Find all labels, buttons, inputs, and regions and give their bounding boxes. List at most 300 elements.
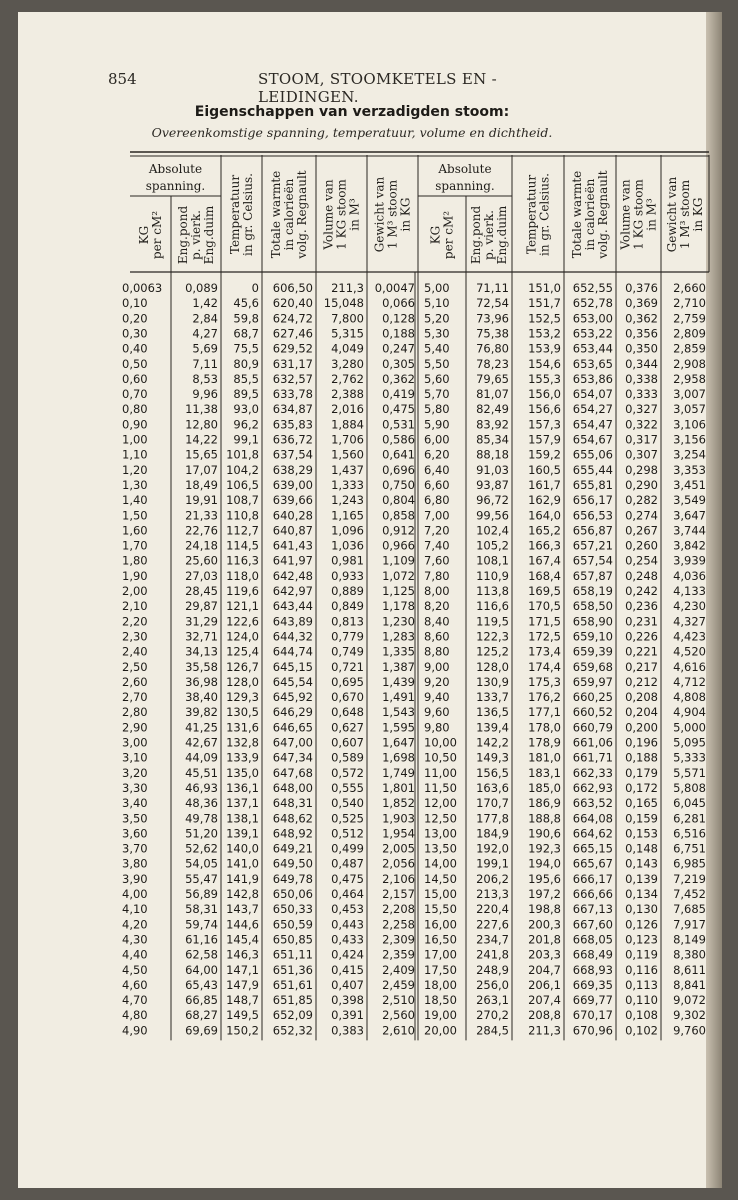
table-cell: 175,3 xyxy=(528,674,561,689)
table-cell: 140,0 xyxy=(226,841,259,856)
table-cell: 0,139 xyxy=(625,871,658,886)
table-subtitle: Overeenkomstige spanning, temperatuur, volume en dichtheid. xyxy=(151,125,553,140)
table-cell: 3,10 xyxy=(122,750,148,765)
table-cell: 35,58 xyxy=(185,659,218,674)
table-cell: 36,98 xyxy=(185,674,218,689)
table-cell: 650,33 xyxy=(272,902,313,917)
table-cell: 8,53 xyxy=(192,371,218,386)
table-cell: 664,62 xyxy=(572,826,613,841)
table-cell: 64,00 xyxy=(185,962,218,977)
table-cell: 649,21 xyxy=(272,841,313,856)
table-cell: 5,000 xyxy=(673,720,706,735)
table-cell: 192,3 xyxy=(528,841,561,856)
column-header: Eng.pond xyxy=(469,205,483,265)
table-cell: 8,40 xyxy=(424,614,450,629)
table-cell: 6,00 xyxy=(424,432,450,447)
table-cell: 6,045 xyxy=(673,796,706,811)
table-cell: 58,31 xyxy=(185,902,218,917)
table-cell: 654,47 xyxy=(572,417,613,432)
table-cell: 1,036 xyxy=(331,538,364,553)
table-cell: 629,52 xyxy=(272,341,313,356)
table-cell: 659,68 xyxy=(572,659,613,674)
table-cell: 0,443 xyxy=(331,917,364,932)
table-cell: 39,82 xyxy=(185,705,218,720)
table-cell: 157,3 xyxy=(528,417,561,432)
table-cell: 0,981 xyxy=(331,553,364,568)
table-cell: 113,8 xyxy=(476,584,509,598)
table-cell: 643,89 xyxy=(272,614,313,629)
table-cell: 0,407 xyxy=(331,977,364,992)
table-cell: 2,60 xyxy=(122,674,148,689)
column-header: 1 KG stoom xyxy=(334,179,349,250)
table-cell: 658,19 xyxy=(572,584,613,598)
table-cell: 4,80 xyxy=(122,1008,148,1023)
table-cell: 3,106 xyxy=(673,417,706,432)
table-cell: 0,322 xyxy=(625,417,658,432)
column-header: in gr. Celsius. xyxy=(537,173,552,256)
table-cell: 0,236 xyxy=(625,599,658,614)
table-cell: 206,2 xyxy=(476,871,509,886)
table-cell: 7,452 xyxy=(673,887,706,901)
table-cell: 652,78 xyxy=(572,296,613,311)
table-cell: 146,3 xyxy=(226,947,259,962)
table-cell: 1,109 xyxy=(382,553,415,568)
table-cell: 1,30 xyxy=(122,477,148,492)
table-cell: 5,90 xyxy=(424,417,450,432)
table-cell: 6,516 xyxy=(673,826,706,841)
table-cell: 0,589 xyxy=(331,750,364,765)
table-cell: 659,97 xyxy=(572,674,613,689)
table-cell: 145,4 xyxy=(226,932,259,947)
table-cell: 647,00 xyxy=(272,735,313,750)
table-cell: 4,049 xyxy=(331,341,364,356)
table-cell: 2,762 xyxy=(331,371,364,386)
table-cell: 1,698 xyxy=(382,750,415,765)
table-cell: 133,9 xyxy=(226,750,259,765)
table-cell: 9,302 xyxy=(673,1008,706,1023)
table-cell: 3,007 xyxy=(673,387,706,402)
table-cell: 284,5 xyxy=(476,1023,509,1038)
table-cell: 1,125 xyxy=(382,584,415,598)
table-cell: 142,2 xyxy=(476,735,509,750)
table-cell: 18,50 xyxy=(424,993,457,1008)
table-cell: 0,525 xyxy=(331,811,364,826)
table-cell: 646,29 xyxy=(272,705,313,720)
table-cell: 132,8 xyxy=(226,735,259,750)
table-cell: 141,9 xyxy=(226,871,259,886)
table-cell: 0,572 xyxy=(331,765,364,780)
table-cell: 4,60 xyxy=(122,977,148,992)
table-cell: 108,7 xyxy=(226,493,259,508)
table-cell: 11,00 xyxy=(424,765,457,780)
table-cell: 662,33 xyxy=(572,765,613,780)
table-cell: 0,113 xyxy=(625,977,658,992)
table-cell: 5,315 xyxy=(331,326,364,341)
table-cell: 79,65 xyxy=(476,371,509,386)
table-cell: 80,9 xyxy=(233,356,259,371)
table-cell: 112,7 xyxy=(226,523,259,538)
table-cell: 78,23 xyxy=(476,356,509,371)
table-cell: 0,200 xyxy=(625,720,658,735)
table-cell: 151,0 xyxy=(528,281,561,295)
table-cell: 66,85 xyxy=(185,993,218,1008)
table-cell: 2,908 xyxy=(673,356,706,371)
table-cell: 4,20 xyxy=(122,917,148,932)
table-cell: 159,2 xyxy=(528,447,561,462)
table-cell: 0,648 xyxy=(331,705,364,720)
table-cell: 108,1 xyxy=(476,553,509,568)
table-cell: 18,49 xyxy=(185,477,218,492)
table-cell: 197,2 xyxy=(528,887,561,901)
table-cell: 0,912 xyxy=(382,523,415,538)
table-cell: 104,2 xyxy=(226,462,259,477)
column-header: Totale warmte xyxy=(570,170,584,259)
table-cell: 664,08 xyxy=(572,811,613,826)
table-cell: 0,153 xyxy=(625,826,658,841)
table-cell: 0,499 xyxy=(331,841,364,856)
table-cell: 3,939 xyxy=(673,553,706,568)
table-cell: 2,710 xyxy=(673,296,706,311)
table-cell: 0,0063 xyxy=(122,281,163,295)
table-cell: 8,149 xyxy=(673,932,706,947)
table-cell: 168,4 xyxy=(528,568,561,583)
table-cell: 0,338 xyxy=(625,371,658,386)
table-cell: 51,20 xyxy=(185,826,218,841)
table-cell: 0 xyxy=(251,281,259,295)
table-cell: 122,6 xyxy=(226,614,259,629)
table-cell: 0,849 xyxy=(331,599,364,614)
table-cell: 639,00 xyxy=(272,477,313,492)
column-header: KG xyxy=(137,225,151,245)
table-cell: 170,5 xyxy=(528,599,561,614)
table-cell: 241,8 xyxy=(476,947,509,962)
group-header: Absolute xyxy=(438,162,492,176)
group-header: spanning. xyxy=(145,179,206,193)
table-cell: 0,143 xyxy=(625,856,658,871)
table-cell: 153,9 xyxy=(528,341,561,356)
table-cell: 14,00 xyxy=(424,856,457,871)
table-cell: 0,298 xyxy=(625,462,658,477)
table-cell: 657,54 xyxy=(572,553,613,568)
table-cell: 0,165 xyxy=(625,796,658,811)
table-cell: 136,5 xyxy=(476,705,509,720)
table-cell: 670,96 xyxy=(572,1023,613,1038)
table-cell: 8,380 xyxy=(673,947,706,962)
table-cell: 15,65 xyxy=(185,447,218,462)
table-cell: 49,78 xyxy=(185,811,218,826)
group-header: spanning. xyxy=(435,179,495,193)
table-cell: 263,1 xyxy=(476,993,509,1008)
table-cell: 0,221 xyxy=(625,644,658,659)
table-cell: 15,048 xyxy=(323,296,364,311)
table-cell: 648,92 xyxy=(272,826,313,841)
table-cell: 194,0 xyxy=(528,856,561,871)
table-cell: 0,126 xyxy=(625,917,658,932)
table-cell: 8,841 xyxy=(673,977,706,992)
table-cell: 4,50 xyxy=(122,962,148,977)
table-cell: 1,560 xyxy=(331,447,364,462)
table-cell: 174,4 xyxy=(528,659,561,674)
table-cell: 648,31 xyxy=(272,796,313,811)
table-cell: 2,409 xyxy=(382,962,415,977)
table-cell: 0,148 xyxy=(625,841,658,856)
table-cell: 0,415 xyxy=(331,962,364,977)
column-header: Volume van xyxy=(321,179,336,250)
table-cell: 7,11 xyxy=(192,356,218,371)
table-cell: 147,9 xyxy=(226,977,259,992)
table-cell: 0,212 xyxy=(625,674,658,689)
table-cell: 75,38 xyxy=(476,326,509,341)
table-cell: 20,00 xyxy=(424,1023,457,1038)
table-cell: 7,00 xyxy=(424,508,450,523)
column-header: Eng.duim xyxy=(202,205,216,265)
table-cell: 5,10 xyxy=(424,296,450,311)
table-cell: 121,1 xyxy=(226,599,259,614)
table-cell: 5,80 xyxy=(424,402,450,417)
table-cell: 653,86 xyxy=(572,371,613,386)
table-cell: 72,54 xyxy=(476,296,509,311)
column-header: KG xyxy=(428,225,443,245)
table-cell: 9,072 xyxy=(673,993,706,1008)
table-cell: 7,40 xyxy=(424,538,450,553)
table-cell: 2,20 xyxy=(122,614,148,629)
column-header: Temperatuur xyxy=(524,174,539,255)
table-cell: 122,3 xyxy=(476,629,509,644)
table-cell: 0,889 xyxy=(331,584,364,598)
table-cell: 4,808 xyxy=(673,690,706,705)
table-cell: 2,84 xyxy=(192,311,218,326)
table-cell: 0,188 xyxy=(625,750,658,765)
table-cell: 28,45 xyxy=(185,584,218,598)
table-cell: 1,491 xyxy=(382,690,415,705)
table-cell: 4,10 xyxy=(122,902,148,917)
table-cell: 170,7 xyxy=(476,796,509,811)
table-cell: 5,571 xyxy=(673,765,706,780)
table-cell: 38,40 xyxy=(185,690,218,705)
table-cell: 45,6 xyxy=(233,296,259,311)
table-cell: 0,188 xyxy=(382,326,415,341)
table-cell: 1,165 xyxy=(331,508,364,523)
table-cell: 638,29 xyxy=(272,462,313,477)
table-cell: 201,8 xyxy=(528,932,561,947)
table-cell: 644,32 xyxy=(272,629,313,644)
table-cell: 661,06 xyxy=(572,735,613,750)
table-cell: 14,22 xyxy=(185,432,218,447)
table-cell: 665,15 xyxy=(572,841,613,856)
table-cell: 153,2 xyxy=(528,326,561,341)
table-cell: 34,13 xyxy=(185,644,218,659)
table-cell: 0,369 xyxy=(625,296,658,311)
table-cell: 71,11 xyxy=(476,281,509,295)
table-cell: 655,44 xyxy=(572,462,613,477)
table-cell: 606,50 xyxy=(272,281,313,295)
table-cell: 118,0 xyxy=(226,568,259,583)
table-cell: 0,333 xyxy=(625,387,658,402)
table-cell: 13,00 xyxy=(424,826,457,841)
column-header: in gr. Celsius. xyxy=(241,173,255,256)
table-cell: 0,433 xyxy=(331,932,364,947)
table-cell: 119,5 xyxy=(476,614,509,629)
table-cell: 2,056 xyxy=(382,856,415,871)
table-cell: 653,65 xyxy=(572,356,613,371)
table-cell: 178,0 xyxy=(528,720,561,735)
table-cell: 0,419 xyxy=(382,387,415,402)
running-head: STOOM, STOOMKETELS EN -LEIDINGEN. xyxy=(258,70,497,106)
table-cell: 48,36 xyxy=(185,796,218,811)
table-cell: 119,6 xyxy=(226,584,259,598)
table-cell: 2,208 xyxy=(382,902,415,917)
table-cell: 649,78 xyxy=(272,871,313,886)
table-cell: 183,1 xyxy=(528,765,561,780)
table-cell: 3,057 xyxy=(673,402,706,417)
table-cell: 125,2 xyxy=(476,644,509,659)
table-cell: 148,7 xyxy=(226,993,259,1008)
table-cell: 12,00 xyxy=(424,796,457,811)
table-cell: 2,258 xyxy=(382,917,415,932)
table-cell: 653,00 xyxy=(572,311,613,326)
table-cell: 0,247 xyxy=(382,341,415,356)
table-cell: 10,50 xyxy=(424,750,457,765)
table-cell: 8,60 xyxy=(424,629,450,644)
table-cell: 15,50 xyxy=(424,902,457,917)
table-cell: 634,87 xyxy=(272,402,313,417)
table-cell: 181,0 xyxy=(528,750,561,765)
table-cell: 177,8 xyxy=(476,811,509,826)
table-cell: 110,8 xyxy=(226,508,259,523)
table-cell: 135,0 xyxy=(226,765,259,780)
table-cell: 21,33 xyxy=(185,508,218,523)
table-cell: 136,1 xyxy=(226,780,259,795)
table-cell: 155,3 xyxy=(528,371,561,386)
table-cell: 1,543 xyxy=(382,705,415,720)
table-cell: 645,92 xyxy=(272,690,313,705)
table-cell: 662,93 xyxy=(572,780,613,795)
table-cell: 0,475 xyxy=(382,402,415,417)
table-cell: 3,156 xyxy=(673,432,706,447)
column-header: Gewicht van xyxy=(372,176,387,253)
table-cell: 0,30 xyxy=(122,326,148,341)
table-cell: 650,85 xyxy=(272,932,313,947)
table-cell: 660,79 xyxy=(572,720,613,735)
table-cell: 131,6 xyxy=(226,720,259,735)
table-cell: 668,05 xyxy=(572,932,613,947)
table-cell: 11,38 xyxy=(185,402,218,417)
table-cell: 0,066 xyxy=(382,296,415,311)
table-cell: 0,966 xyxy=(382,538,415,553)
table-cell: 0,641 xyxy=(382,447,415,462)
table-cell: 0,391 xyxy=(331,1008,364,1023)
table-cell: 1,42 xyxy=(192,296,218,311)
table-cell: 660,52 xyxy=(572,705,613,720)
table-cell: 6,80 xyxy=(424,493,450,508)
table-cell: 7,685 xyxy=(673,902,706,917)
table-cell: 4,30 xyxy=(122,932,148,947)
table-cell: 654,07 xyxy=(572,387,613,402)
table-cell: 3,842 xyxy=(673,538,706,553)
table-cell: 152,5 xyxy=(528,311,561,326)
table-cell: 642,97 xyxy=(272,584,313,598)
table-cell: 0,90 xyxy=(122,417,148,432)
table-cell: 8,611 xyxy=(673,962,706,977)
table-cell: 10,00 xyxy=(424,735,457,750)
table-cell: 68,7 xyxy=(233,326,259,341)
table-cell: 0,274 xyxy=(625,508,658,523)
table-cell: 124,0 xyxy=(226,629,259,644)
table-cell: 0,179 xyxy=(625,765,658,780)
table-cell: 22,76 xyxy=(185,523,218,538)
table-cell: 206,1 xyxy=(528,977,561,992)
table-cell: 0,670 xyxy=(331,690,364,705)
table-cell: 139,4 xyxy=(476,720,509,735)
table-cell: 2,80 xyxy=(122,705,148,720)
table-cell: 141,0 xyxy=(226,856,259,871)
table-cell: 166,3 xyxy=(528,538,561,553)
table-cell: 0,290 xyxy=(625,477,658,492)
table-cell: 668,49 xyxy=(572,947,613,962)
table-cell: 59,74 xyxy=(185,917,218,932)
table-cell: 154,6 xyxy=(528,356,561,371)
table-cell: 0,0047 xyxy=(374,281,415,295)
table-cell: 656,53 xyxy=(572,508,613,523)
table-cell: 3,90 xyxy=(122,871,148,886)
table-cell: 0,695 xyxy=(331,674,364,689)
table-cell: 0,80 xyxy=(122,402,148,417)
table-cell: 0,627 xyxy=(331,720,364,735)
table-cell: 19,00 xyxy=(424,1008,457,1023)
column-header: Temperatuur xyxy=(228,174,242,255)
table-cell: 642,48 xyxy=(272,568,313,583)
table-cell: 4,133 xyxy=(673,584,706,598)
table-cell: 12,80 xyxy=(185,417,218,432)
table-cell: 1,852 xyxy=(382,796,415,811)
table-cell: 24,18 xyxy=(185,538,218,553)
table-cell: 0,50 xyxy=(122,356,148,371)
group-header: Absolute xyxy=(148,162,203,176)
table-cell: 1,437 xyxy=(331,462,364,477)
table-cell: 17,50 xyxy=(424,962,457,977)
column-header: in M³ xyxy=(644,198,659,231)
table-cell: 4,520 xyxy=(673,644,706,659)
page-number: 854 xyxy=(108,70,137,88)
table-cell: 0,398 xyxy=(331,993,364,1008)
table-cell: 0,204 xyxy=(625,705,658,720)
table-cell: 3,30 xyxy=(122,780,148,795)
table-cell: 9,80 xyxy=(424,720,450,735)
table-cell: 85,34 xyxy=(476,432,509,447)
column-header: p. vierk. xyxy=(482,210,496,260)
table-cell: 105,2 xyxy=(476,538,509,553)
table-cell: 45,51 xyxy=(185,765,218,780)
table-cell: 0,750 xyxy=(382,477,415,492)
table-cell: 0,696 xyxy=(382,462,415,477)
table-cell: 657,21 xyxy=(572,538,613,553)
table-cell: 144,6 xyxy=(226,917,259,932)
table-cell: 165,2 xyxy=(528,523,561,538)
table-cell: 4,00 xyxy=(122,887,148,901)
table-cell: 7,917 xyxy=(673,917,706,932)
table-cell: 663,52 xyxy=(572,796,613,811)
table-cell: 204,7 xyxy=(528,962,561,977)
table-cell: 9,760 xyxy=(673,1023,706,1038)
table-cell: 190,6 xyxy=(528,826,561,841)
table-cell: 1,595 xyxy=(382,720,415,735)
table-cell: 645,54 xyxy=(272,674,313,689)
table-cell: 59,8 xyxy=(233,311,259,326)
table-cell: 3,00 xyxy=(122,735,148,750)
table-cell: 655,06 xyxy=(572,447,613,462)
table-cell: 0,282 xyxy=(625,493,658,508)
table-cell: 3,451 xyxy=(673,477,706,492)
